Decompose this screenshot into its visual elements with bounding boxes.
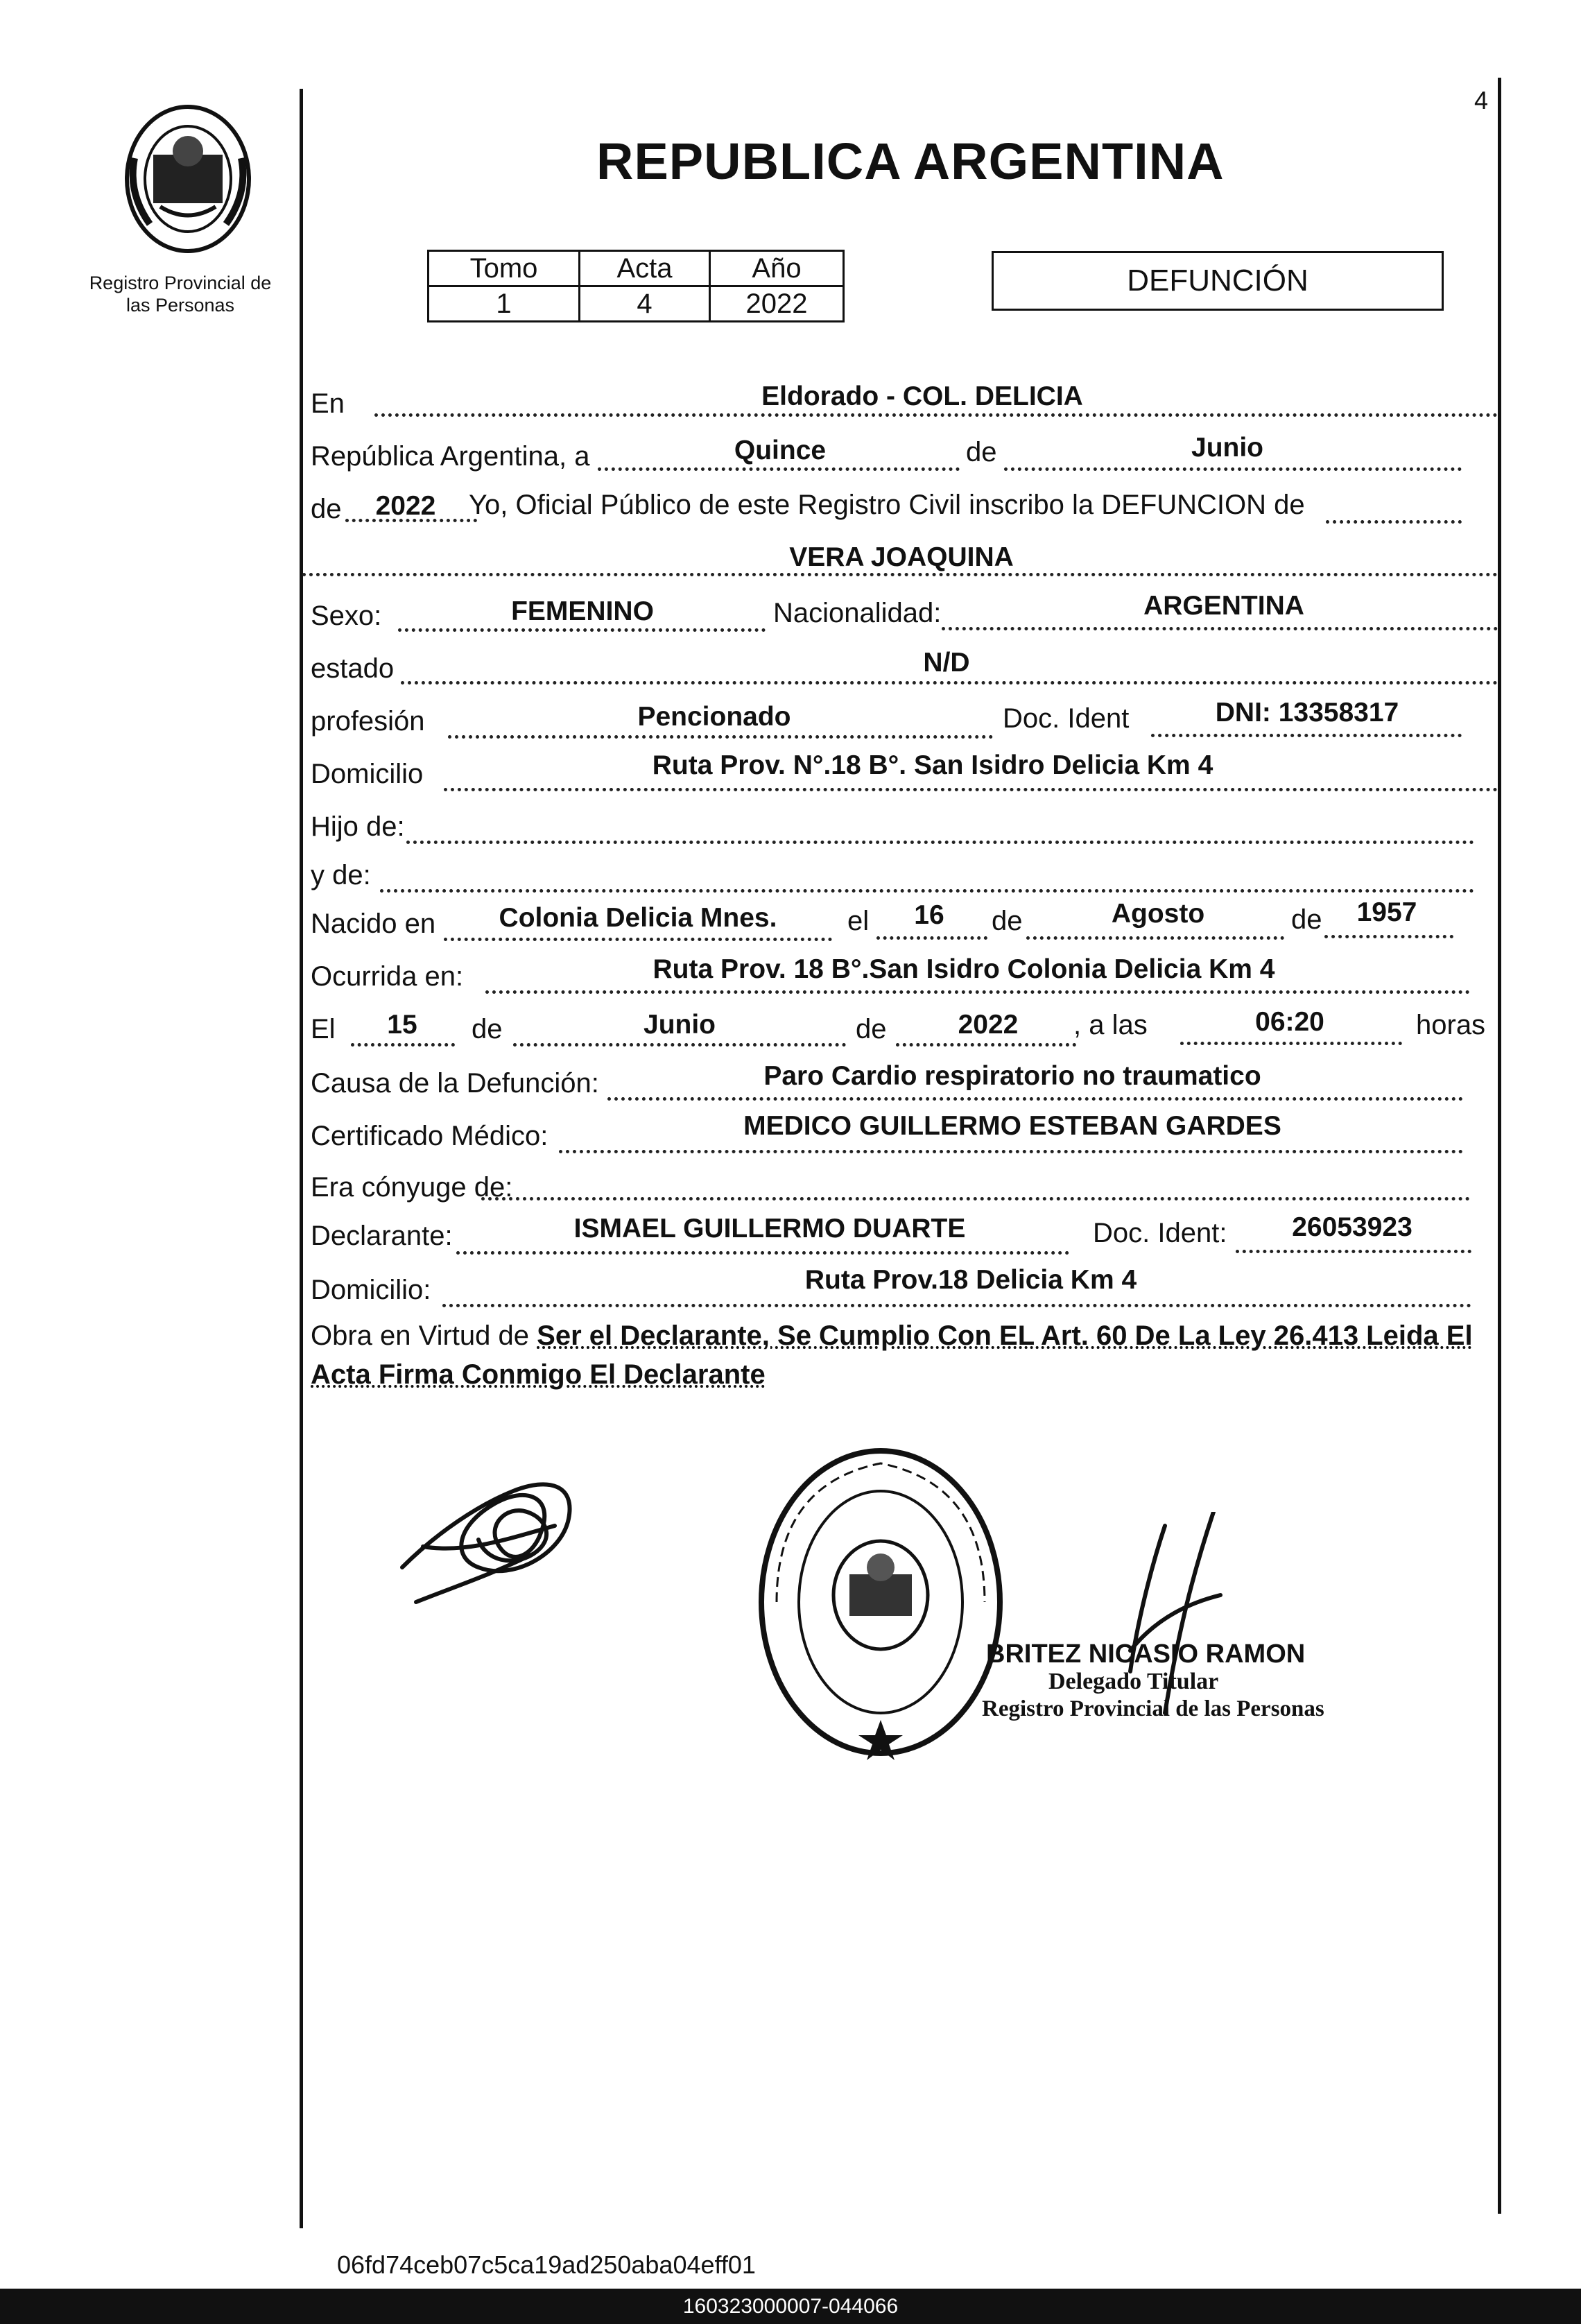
act-type-box: DEFUNCIÓN: [992, 251, 1444, 311]
value-declarante-domicilio: Ruta Prov.18 Delicia Km 4: [804, 1265, 1137, 1295]
official-name: BRITEZ NICASIO RAMON: [986, 1639, 1306, 1669]
label-doc-ident: Doc. Ident: [1003, 703, 1130, 734]
label-profesion: profesión: [311, 706, 425, 737]
document-hash: 06fd74ceb07c5ca19ad250aba04eff01: [337, 2250, 756, 2279]
obra-en-virtud-text: [311, 1316, 1503, 1394]
label-estado: estado: [311, 653, 395, 684]
label-de-6: de: [856, 1014, 887, 1044]
value-declarante-doc: 26053923: [1292, 1212, 1412, 1242]
org-name: Registro Provincial de las Personas: [89, 273, 272, 316]
label-yo: Yo, Oficial Público de este Registro Civil inscribo la DEFUNCION de: [469, 490, 1305, 520]
value-causa: Paro Cardio respiratorio no traumatico: [763, 1061, 1261, 1091]
reference-table: [427, 250, 845, 322]
dots-conyuge: [481, 1197, 1470, 1200]
dots-def-hora: [1180, 1042, 1402, 1045]
label-obra-en-virtud: Obra en Virtud de: [311, 1320, 530, 1351]
page-title: REPUBLICA ARGENTINA: [596, 132, 1225, 190]
label-declarante: Declarante:: [311, 1221, 453, 1251]
value-def-dia: 15: [387, 1010, 417, 1040]
dots-nacionalidad: [942, 627, 1498, 630]
value-dia-letras: Quince: [734, 436, 827, 465]
dots-nombre: [302, 573, 1498, 576]
label-ocurrida-en: Ocurrida en:: [311, 961, 464, 992]
left-margin-line: [300, 89, 303, 2228]
value-profesion: Pencionado: [637, 702, 791, 732]
value-virtud-line1: Ser el Declarante, Se Cumplio Con EL Art. 60 De La Ley 26.413 Leida El: [537, 1320, 1473, 1351]
dots-declarante: [456, 1251, 1069, 1255]
value-tomo: 1: [429, 286, 580, 322]
dots-estado: [401, 681, 1498, 685]
label-hijo-de: Hijo de:: [311, 811, 405, 842]
label-conyuge: Era cónyuge de:: [311, 1172, 513, 1203]
dots-y-de: [380, 889, 1474, 893]
value-acta: 4: [580, 286, 710, 322]
value-def-anio: 2022: [958, 1010, 1019, 1040]
label-republica: República Argentina, a: [311, 441, 590, 472]
dots-nac-dia: [876, 936, 987, 940]
value-declarante: ISMAEL GUILLERMO DUARTE: [573, 1214, 966, 1243]
dots-declarante-doc: [1236, 1250, 1471, 1253]
value-estado: N/D: [923, 648, 970, 678]
dots-profesion: [448, 735, 993, 739]
label-certificado: Certificado Médico:: [311, 1121, 548, 1151]
dots-def-anio: [896, 1043, 1076, 1047]
label-sexo: Sexo:: [311, 601, 382, 631]
label-y-de: y de:: [311, 860, 371, 890]
value-domicilio: Ruta Prov. N°.18 B°. San Isidro Delicia Km 4: [652, 750, 1213, 780]
label-causa: Causa de la Defunción:: [311, 1068, 599, 1099]
dots-nac-mes: [1026, 936, 1284, 940]
value-nombre: VERA JOAQUINA: [789, 542, 1014, 572]
value-nac-dia: 16: [914, 900, 944, 930]
value-certificado: MEDICO GUILLERMO ESTEBAN GARDES: [743, 1111, 1281, 1141]
label-el-upper: El: [311, 1014, 336, 1044]
value-mes: Junio: [1191, 433, 1263, 463]
dots-nac-anio: [1324, 935, 1453, 938]
dots-causa: [607, 1097, 1463, 1101]
table-header-row: [429, 251, 844, 286]
value-def-mes: Junio: [643, 1010, 716, 1040]
value-virtud-line2: Acta Firma Conmigo El Declarante: [311, 1359, 766, 1390]
province-seal-logo: [122, 103, 254, 259]
dots-certificado: [559, 1150, 1463, 1153]
label-el-lower: el: [847, 906, 870, 936]
label-horas: horas: [1416, 1010, 1486, 1040]
dots-def-dia: [351, 1043, 455, 1047]
dots-domicilio: [444, 788, 1498, 791]
header-anio: Año: [710, 251, 844, 286]
value-nac-anio: 1957: [1356, 897, 1417, 927]
dots-yo: [1326, 520, 1462, 524]
dots-en: [374, 413, 1498, 417]
dots-ocurrida-en: [485, 990, 1470, 994]
declarant-signature: [395, 1463, 617, 1616]
dots-def-mes: [513, 1043, 846, 1047]
label-nacido-en: Nacido en: [311, 909, 436, 939]
value-anio: 2022: [375, 491, 436, 521]
label-de-5: de: [472, 1014, 503, 1044]
value-ocurrida-en: Ruta Prov. 18 B°.San Isidro Colonia Delicia Km 4: [653, 954, 1275, 984]
label-doc-ident-declarante: Doc. Ident:: [1093, 1218, 1227, 1248]
value-lugar: Eldorado - COL. DELICIA: [761, 381, 1083, 411]
header-tomo: Tomo: [429, 251, 580, 286]
label-a-las: , a las: [1073, 1010, 1148, 1040]
value-anio: 2022: [710, 286, 844, 322]
dots-doc: [1151, 734, 1462, 737]
dots-declarante-domicilio: [442, 1304, 1471, 1307]
value-nac-mes: Agosto: [1111, 899, 1205, 929]
label-de-2: de: [311, 494, 342, 524]
label-de-3: de: [992, 906, 1023, 936]
value-nacionalidad: ARGENTINA: [1143, 591, 1304, 621]
dots-nacido-en: [444, 938, 832, 941]
label-domicilio: Domicilio: [311, 759, 424, 789]
footer-code: 160323000007-044066: [0, 2289, 1581, 2324]
official-role: Delegado Titular: [1048, 1669, 1219, 1694]
value-documento: DNI: 13358317: [1215, 698, 1399, 728]
dots-dia: [598, 467, 960, 471]
table-value-row: [429, 286, 844, 322]
label-en: En: [311, 388, 345, 419]
value-nacido-en: Colonia Delicia Mnes.: [499, 903, 777, 933]
right-margin-line: [1498, 78, 1501, 2214]
dots-hijo-de: [406, 841, 1474, 844]
page-number: 4: [1474, 86, 1489, 114]
value-def-hora: 06:20: [1255, 1007, 1324, 1037]
official-org: Registro Provincial de las Personas: [982, 1696, 1324, 1721]
official-stamp: [749, 1443, 1012, 1768]
dots-sexo: [398, 628, 766, 632]
value-sexo: FEMENINO: [511, 596, 654, 626]
header-acta: Acta: [580, 251, 710, 286]
label-domicilio-declarante: Domicilio:: [311, 1275, 431, 1305]
dots-mes: [1004, 467, 1462, 471]
label-nacionalidad: Nacionalidad:: [773, 598, 942, 628]
label-de-4: de: [1291, 904, 1322, 935]
label-de-1: de: [966, 437, 997, 467]
